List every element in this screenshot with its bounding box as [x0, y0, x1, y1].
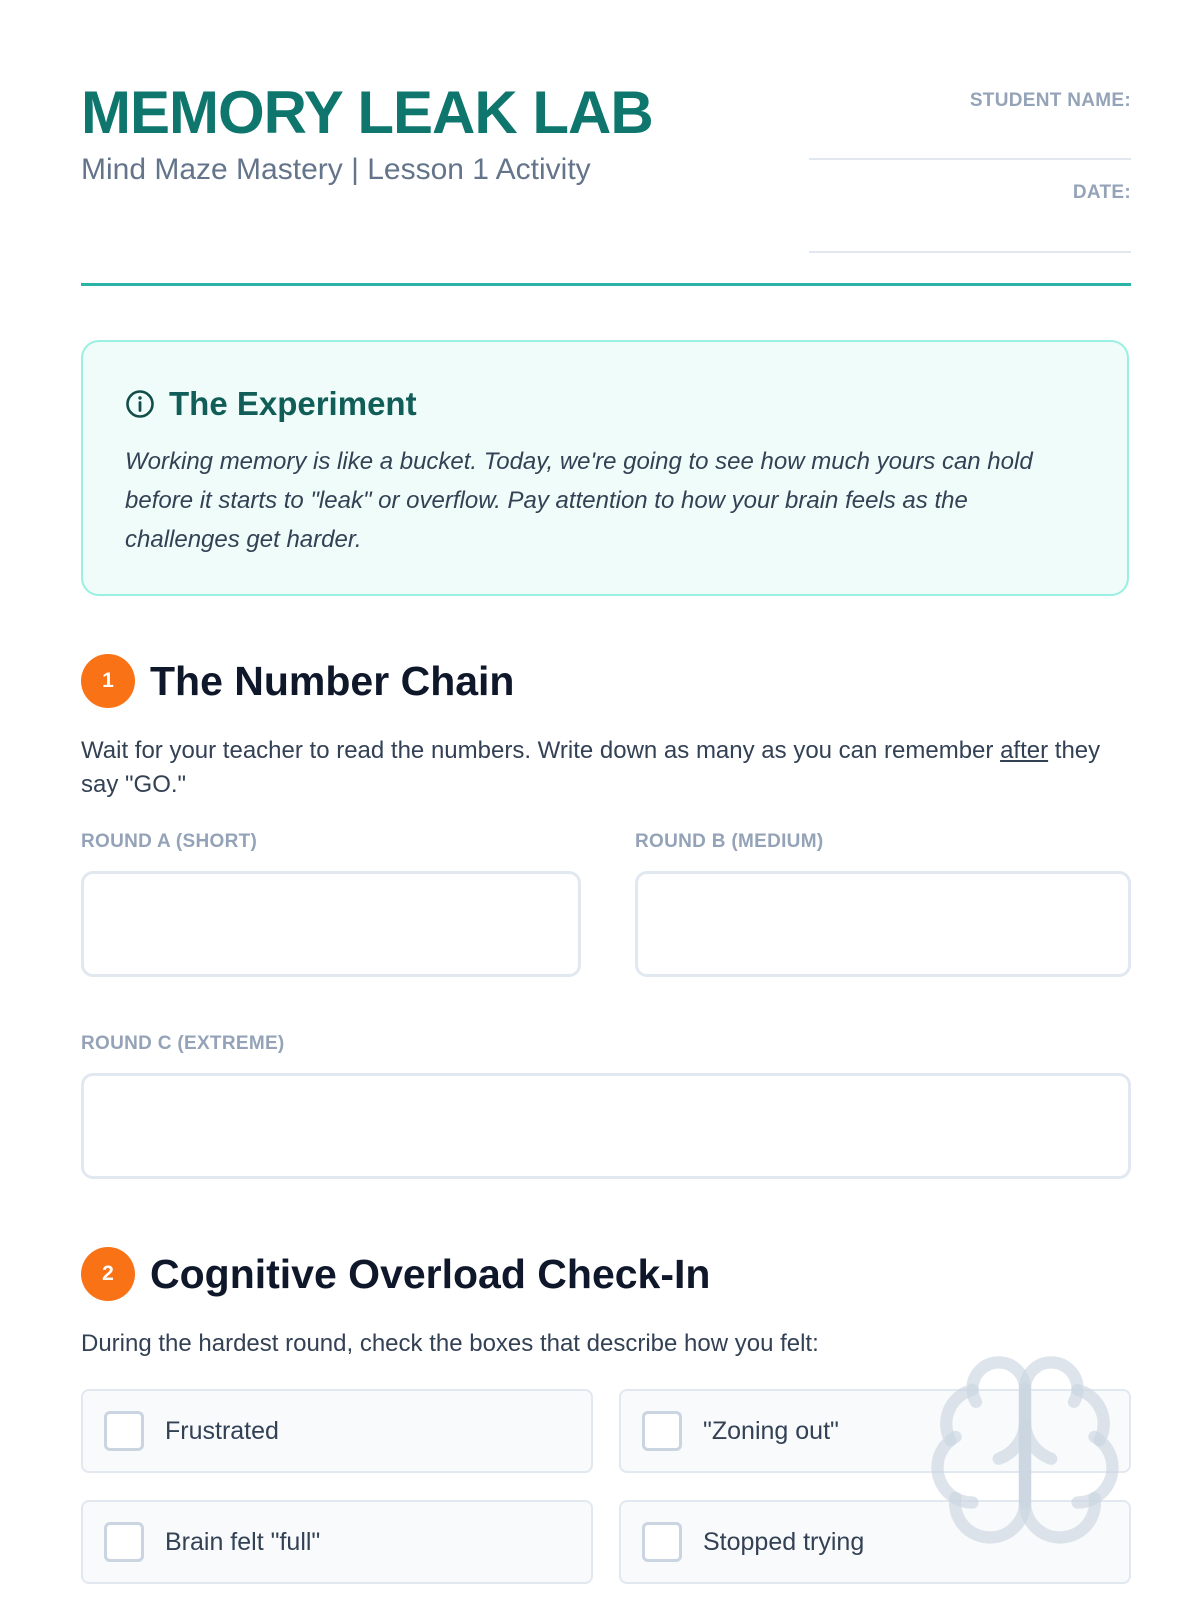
- experiment-text: Working memory is like a bucket. Today, we're going to see how much yours can hold before it starts to "leak" or overflow. Pay attention to how your brain feels as the challenges get harder.: [125, 448, 1033, 553]
- round-a-answer-box[interactable]: [81, 871, 581, 977]
- section-1-badge: 1: [81, 654, 135, 708]
- option-label: Stopped trying: [703, 1527, 865, 1556]
- brain-icon: [920, 1345, 1130, 1555]
- date-label: DATE:: [1072, 182, 1131, 203]
- experiment-header: [125, 386, 417, 422]
- option-label: "Zoning out": [703, 1416, 839, 1445]
- info-icon: [125, 389, 155, 419]
- instruction-text: Wait for your teacher to read the numbers. Write down as many as you can remember: [81, 737, 1001, 764]
- section-1-title: The Number Chain: [150, 657, 515, 704]
- worksheet-page: [81, 0, 1131, 1600]
- section-2-header: [81, 1247, 710, 1301]
- checkbox[interactable]: [104, 1411, 144, 1451]
- instruction-emphasis: after: [1000, 737, 1049, 764]
- round-b-label: ROUND B (MEDIUM): [635, 831, 824, 852]
- round-c-label: ROUND C (EXTREME): [81, 1033, 285, 1054]
- option-frustrated[interactable]: [81, 1389, 593, 1473]
- section-2-instructions: During the hardest round, check the boxes that describe how you felt:: [81, 1330, 819, 1357]
- experiment-title: The Experiment: [169, 385, 417, 422]
- checkbox[interactable]: [642, 1411, 682, 1451]
- header-divider: [81, 283, 1131, 286]
- date-field[interactable]: [809, 251, 1131, 253]
- instruction-text-end: they say "GO.": [81, 737, 1101, 798]
- round-c-answer-box[interactable]: [81, 1073, 1131, 1179]
- experiment-callout: [81, 340, 1129, 596]
- checkbox[interactable]: [642, 1522, 682, 1562]
- checkbox[interactable]: [104, 1522, 144, 1562]
- student-name-label: STUDENT NAME:: [969, 90, 1131, 111]
- option-brain-full[interactable]: [81, 1500, 593, 1584]
- section-2-title: Cognitive Overload Check-In: [150, 1250, 711, 1297]
- option-label: Frustrated: [165, 1416, 279, 1445]
- page-subtitle: Mind Maze Mastery | Lesson 1 Activity: [81, 153, 591, 186]
- section-1-instructions: [81, 734, 1131, 802]
- page-title: MEMORY LEAK LAB: [81, 79, 653, 146]
- option-label: Brain felt "full": [165, 1527, 321, 1556]
- section-2-badge: 2: [81, 1247, 135, 1301]
- student-name-field[interactable]: [809, 158, 1131, 160]
- round-b-answer-box[interactable]: [635, 871, 1131, 977]
- section-1-header: [81, 654, 514, 708]
- round-a-label: ROUND A (SHORT): [81, 831, 258, 852]
